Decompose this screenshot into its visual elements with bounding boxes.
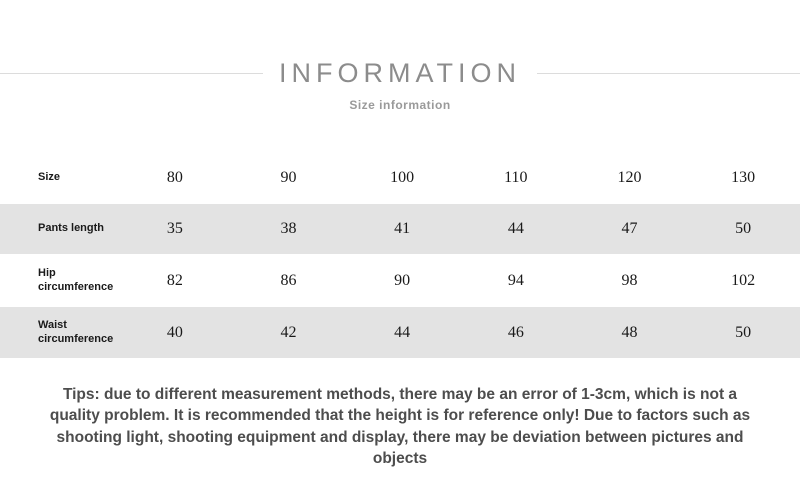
waist-circumference-value: 42 [280,323,297,341]
size-value: 110 [504,169,528,186]
row-label: Waist circumference [38,318,114,345]
size-value: 80 [166,169,183,186]
table-row-pants-length [0,204,800,254]
page-subtitle: Size information [349,98,451,112]
header-divider-left [0,73,263,74]
pants-length-value: 35 [166,220,183,237]
hip-circumference-value: 90 [394,271,411,289]
waist-circumference-value: 50 [735,323,752,341]
waist-circumference-value: 48 [621,323,638,341]
hip-circumference-value: 86 [280,271,297,289]
pants-length-value: 38 [280,220,297,237]
hip-circumference-value: 94 [507,271,524,289]
table-row-size [0,152,800,204]
size-value: 90 [280,169,297,186]
size-value: 130 [731,169,756,186]
row-label: Size [38,171,61,184]
hip-circumference-value: 98 [621,271,638,289]
tips-text: Tips: due to different measurement methods, there may be an error of 1-3cm, which is not a quality problem. It is recommended that the height is for reference only! Due to factors such as shooting light, shooting equipment and display, there may be deviation between pictures and objects [49,386,751,468]
header-divider-right [537,73,800,74]
hip-circumference-value: 82 [166,271,183,289]
pants-length-value: 44 [507,220,524,237]
row-label: Pants length [38,222,105,235]
size-table [0,152,800,358]
page-title: INFORMATION [279,58,521,88]
row-label: Hip circumference [38,266,114,293]
size-value: 100 [390,169,415,186]
section-header [0,58,800,89]
table-row-hip-circumference [0,254,800,307]
waist-circumference-value: 40 [166,323,183,341]
table-row-waist-circumference [0,307,800,358]
hip-circumference-value: 102 [731,271,756,289]
waist-circumference-value: 46 [507,323,524,341]
size-value: 120 [617,169,642,186]
pants-length-value: 41 [394,220,411,237]
waist-circumference-value: 44 [394,323,411,341]
pants-length-value: 47 [621,220,638,237]
pants-length-value: 50 [735,220,752,237]
